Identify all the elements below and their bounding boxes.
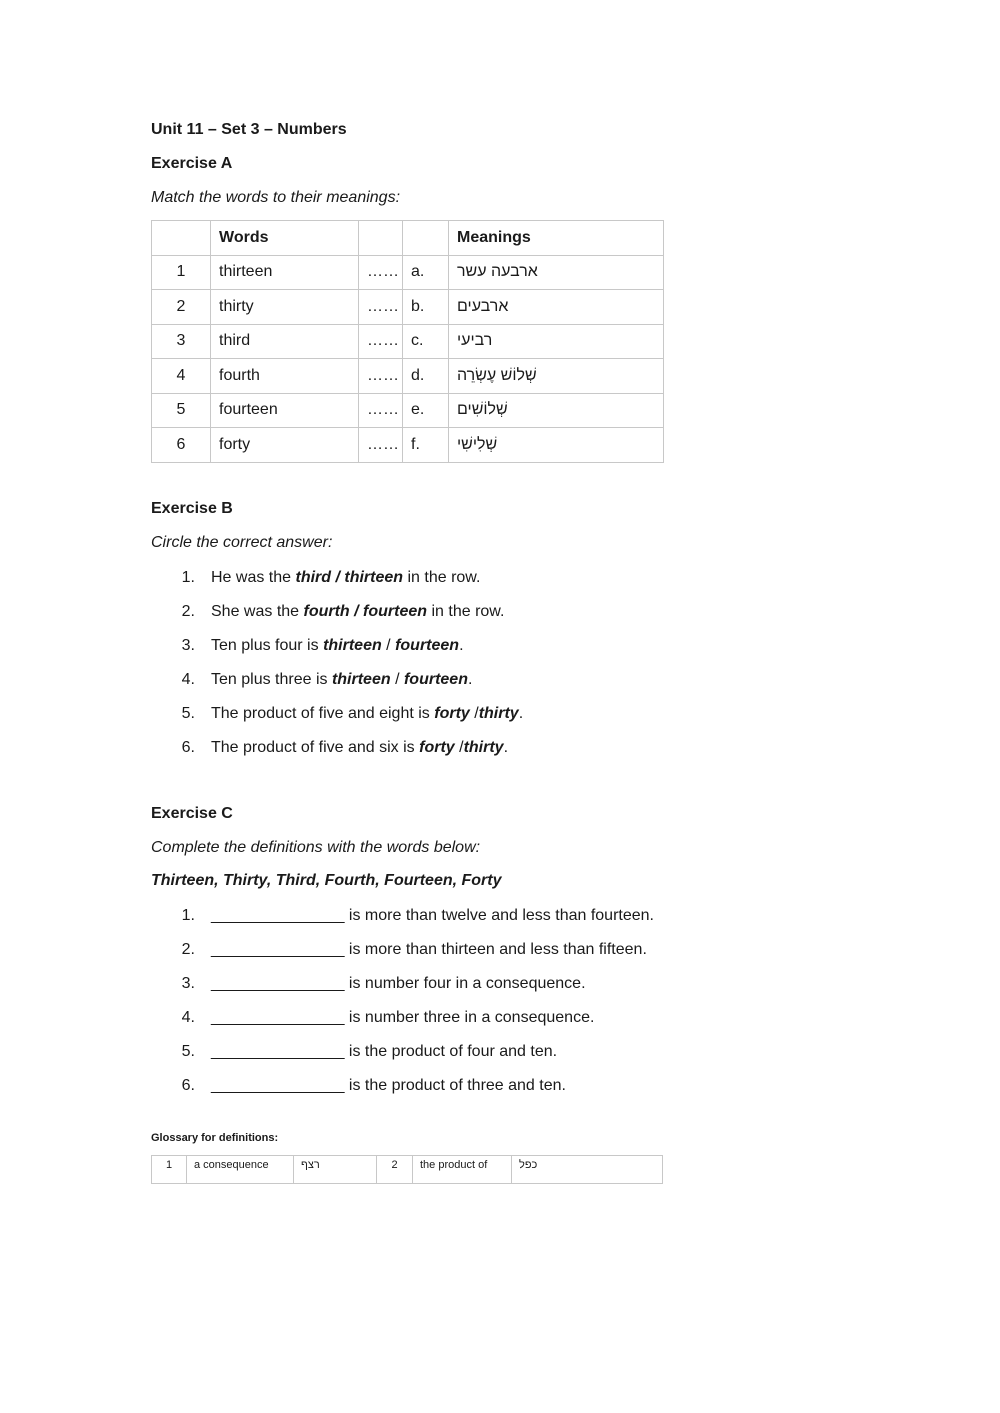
- row-letter: c.: [403, 324, 449, 359]
- answer-options[interactable]: third / thirteen: [295, 569, 404, 586]
- answer-option-2[interactable]: fourteen: [403, 671, 468, 688]
- table-header-row: [152, 221, 664, 256]
- fill-blank[interactable]: _______________: [211, 1077, 345, 1094]
- item-number: 3.: [181, 975, 195, 992]
- answer-blank[interactable]: ……: [359, 428, 403, 463]
- item-number: 4.: [181, 671, 195, 688]
- answer-blank[interactable]: ……: [359, 359, 403, 394]
- table-row: [152, 428, 664, 463]
- row-letter: e.: [403, 393, 449, 428]
- glossary-number: 2: [377, 1156, 413, 1184]
- answer-option-1[interactable]: thirteen: [331, 671, 391, 688]
- fill-blank[interactable]: _______________: [211, 907, 345, 924]
- exercise-b-instruction: Circle the correct answer:: [151, 534, 333, 551]
- row-number: 1: [152, 255, 211, 290]
- exercise-c-heading: Exercise C: [151, 805, 233, 822]
- table-row: [152, 393, 664, 428]
- row-letter: b.: [403, 290, 449, 325]
- row-number: 3: [152, 324, 211, 359]
- header-words: Words: [211, 221, 359, 256]
- item-text: _______________ is number three in a consequence.: [211, 1009, 595, 1026]
- page-title: Unit 11 – Set 3 – Numbers: [151, 121, 347, 138]
- row-meaning: שְׁלִישִׁי: [449, 428, 664, 463]
- header-meanings: Meanings: [449, 221, 664, 256]
- glossary-row: [152, 1156, 663, 1184]
- exercise-a-heading: Exercise A: [151, 155, 233, 172]
- row-meaning: ארבעה עשר: [449, 255, 664, 290]
- item-text: The product of five and eight is forty /thirty.: [211, 705, 524, 722]
- header-number-cell: [152, 221, 211, 256]
- fill-blank[interactable]: _______________: [211, 1043, 345, 1060]
- row-word: forty: [211, 428, 359, 463]
- table-row: [152, 290, 664, 325]
- row-word: fourth: [211, 359, 359, 394]
- row-meaning: שְׁלוֹשׁ עֶשְׂרֵה: [449, 359, 664, 394]
- row-meaning: רביעי: [449, 324, 664, 359]
- item-text: _______________ is more than thirteen and less than fifteen.: [211, 941, 647, 958]
- row-number: 2: [152, 290, 211, 325]
- item-text: _______________ is number four in a consequence.: [211, 975, 586, 992]
- glossary-translation: כפל: [512, 1156, 663, 1184]
- row-meaning: שְׁלוֹשִׁים: [449, 393, 664, 428]
- exercise-c-instruction: Complete the definitions with the words below:: [151, 839, 481, 856]
- item-text: Ten plus four is thirteen / fourteen.: [211, 637, 464, 654]
- header-blank-cell: [359, 221, 403, 256]
- row-word: third: [211, 324, 359, 359]
- answer-options[interactable]: fourth / fourteen: [303, 603, 428, 620]
- table-row: [152, 359, 664, 394]
- answer-blank[interactable]: ……: [359, 393, 403, 428]
- glossary-table: [151, 1155, 663, 1184]
- table-row: [152, 324, 664, 359]
- header-letter-cell: [403, 221, 449, 256]
- answer-option-1[interactable]: forty: [434, 705, 470, 722]
- fill-blank[interactable]: _______________: [211, 941, 345, 958]
- row-letter: d.: [403, 359, 449, 394]
- row-letter: f.: [403, 428, 449, 463]
- glossary-term: the product of: [413, 1156, 512, 1184]
- item-text: Ten plus three is thirteen / fourteen.: [211, 671, 473, 688]
- item-text: _______________ is more than twelve and less than fourteen.: [211, 907, 654, 924]
- fill-blank[interactable]: _______________: [211, 1009, 345, 1026]
- row-number: 6: [152, 428, 211, 463]
- item-text: He was the third / thirteen in the row.: [211, 569, 481, 586]
- glossary-heading: Glossary for definitions:: [151, 1132, 279, 1144]
- item-number: 1.: [181, 907, 195, 924]
- exercise-a-instruction: Match the words to their meanings:: [151, 189, 401, 206]
- item-number: 1.: [181, 569, 195, 586]
- item-text: She was the fourth / fourteen in the row.: [211, 603, 505, 620]
- answer-option-1[interactable]: forty: [419, 739, 455, 756]
- item-text: _______________ is the product of three and ten.: [211, 1077, 566, 1094]
- answer-option-1[interactable]: thirteen: [323, 637, 382, 654]
- glossary-number: 1: [152, 1156, 187, 1184]
- item-text: _______________ is the product of four and ten.: [211, 1043, 558, 1060]
- answer-blank[interactable]: ……: [359, 255, 403, 290]
- item-number: 5.: [181, 705, 195, 722]
- fill-blank[interactable]: _______________: [211, 975, 345, 992]
- item-number: 4.: [181, 1009, 195, 1026]
- glossary-term: a consequence: [187, 1156, 294, 1184]
- answer-option-2[interactable]: thirty: [463, 739, 504, 756]
- exercise-b-heading: Exercise B: [151, 500, 233, 517]
- row-word: fourteen: [211, 393, 359, 428]
- item-number: 2.: [181, 941, 195, 958]
- item-text: The product of five and six is forty /thirty.: [211, 739, 509, 756]
- answer-option-2[interactable]: thirty: [478, 705, 519, 722]
- item-number: 3.: [181, 637, 195, 654]
- answer-blank[interactable]: ……: [359, 290, 403, 325]
- row-word: thirty: [211, 290, 359, 325]
- row-letter: a.: [403, 255, 449, 290]
- matching-table: [151, 220, 664, 463]
- item-number: 2.: [181, 603, 195, 620]
- answer-blank[interactable]: ……: [359, 324, 403, 359]
- item-number: 6.: [181, 1077, 195, 1094]
- word-bank: Thirteen, Thirty, Third, Fourth, Fourteen, Forty: [151, 872, 502, 889]
- glossary-translation: רצף: [294, 1156, 377, 1184]
- table-row: [152, 255, 664, 290]
- row-word: thirteen: [211, 255, 359, 290]
- row-number: 4: [152, 359, 211, 394]
- row-number: 5: [152, 393, 211, 428]
- item-number: 5.: [181, 1043, 195, 1060]
- item-number: 6.: [181, 739, 195, 756]
- answer-option-2[interactable]: fourteen: [395, 637, 460, 654]
- row-meaning: ארבעים: [449, 290, 664, 325]
